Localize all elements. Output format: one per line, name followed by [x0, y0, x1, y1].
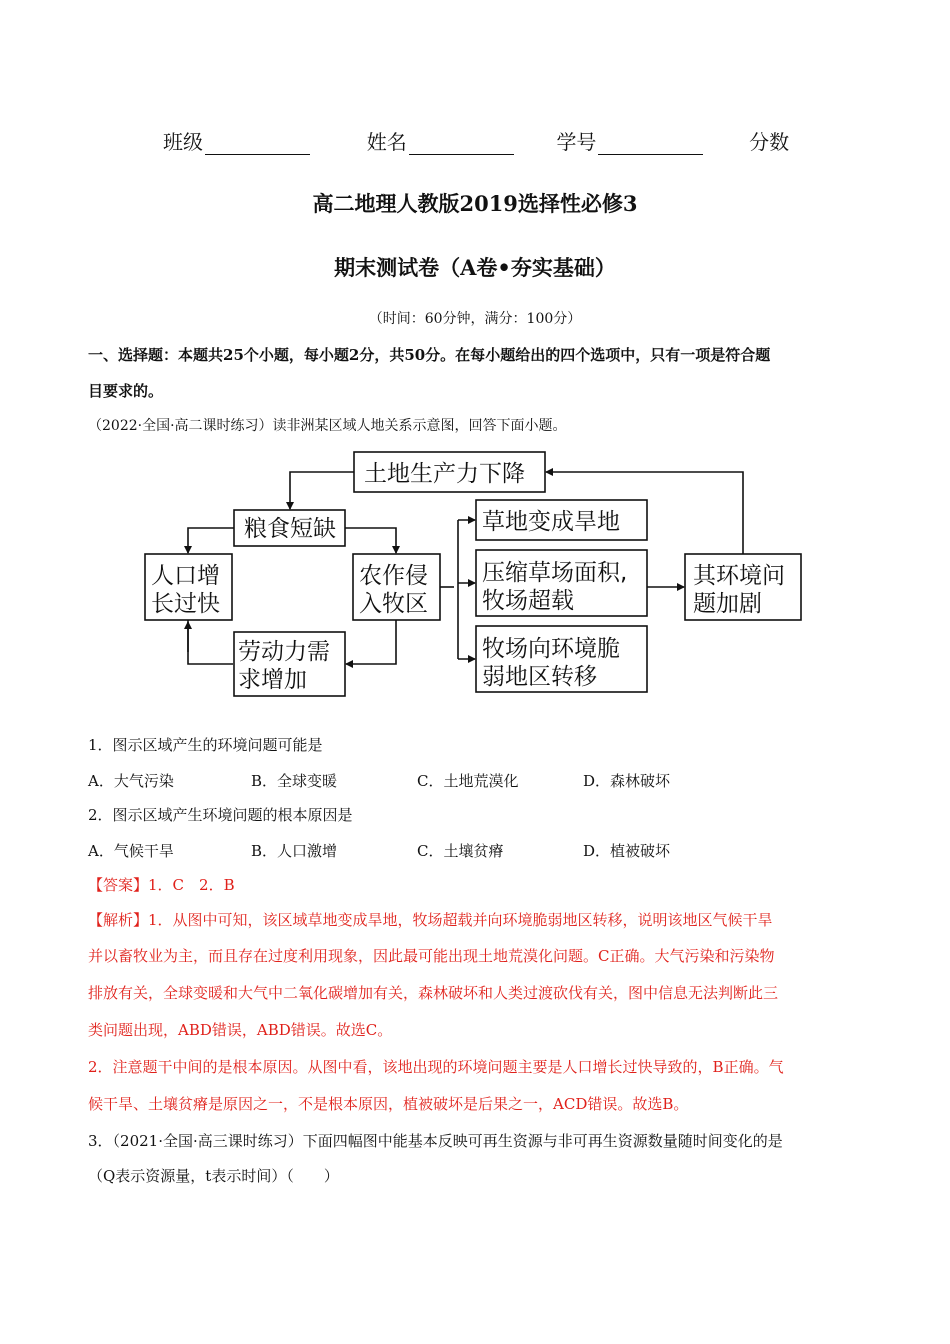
question-source: （2022·全国·高二课时练习）读非洲某区域人地关系示意图，回答下面小题。	[88, 418, 567, 434]
label-shift-2: 弱地区转移	[482, 664, 597, 690]
class-field[interactable]	[205, 136, 310, 155]
title-course: 高二地理人教版2019选择性必修3	[312, 191, 638, 216]
score-label: 分数	[749, 130, 790, 154]
label-compress-2: 牧场超载	[482, 588, 574, 614]
label-env-2: 题加剧	[693, 591, 762, 617]
label-labor-2: 求增加	[238, 667, 307, 693]
id-field[interactable]	[598, 136, 703, 155]
section1-instruction-line1: 一、选择题：本题共25个小题，每小题2分，共50分。在每小题给出的四个选项中，只有一项是符合题	[88, 346, 771, 364]
exam-subtitle: （时间：60分钟，满分：100分）	[368, 311, 582, 327]
label-labor-1: 劳动力需	[238, 639, 330, 665]
q1-option-d[interactable]: D．森林破坏	[583, 772, 671, 790]
label-env-1: 其环境问	[693, 563, 785, 589]
name-label: 姓名	[366, 130, 407, 154]
q3-stem-line1: 3．（2021·全国·高三课时练习）下面四幅图中能基本反映可再生资源与非可再生资源数量随时间变化的是	[88, 1132, 783, 1150]
label-population-2: 长过快	[151, 591, 220, 617]
q2-option-d[interactable]: D．植被破坏	[583, 842, 671, 860]
q2-stem: 2．图示区域产生环境问题的根本原因是	[88, 806, 353, 824]
analysis-line-4: 类问题出现，ABD错误，ABD错误。故选C。	[88, 1021, 393, 1039]
q1-option-a[interactable]: A．大气污染	[88, 772, 174, 790]
section1-instruction-line2: 目要求的。	[88, 382, 164, 400]
title-exam: 期末测试卷（A卷•夯实基础）	[334, 255, 616, 280]
human-land-relationship-diagram	[0, 440, 950, 710]
analysis-line-1: 【解析】1．从图中可知，该区域草地变成旱地，牧场超载并向环境脆弱地区转移，说明该地区气候干旱	[88, 911, 773, 929]
label-population-1: 人口增	[151, 563, 220, 589]
q1-stem: 1．图示区域产生的环境问题可能是	[88, 736, 323, 754]
id-label: 学号	[556, 130, 597, 154]
q2-option-b[interactable]: B．人口激增	[251, 842, 338, 860]
q2-option-c[interactable]: C．土壤贫瘠	[417, 842, 504, 860]
q2-option-a[interactable]: A．气候干旱	[88, 842, 174, 860]
label-grassland: 草地变成旱地	[482, 509, 620, 535]
student-info-header	[163, 126, 789, 155]
analysis-line-2: 并以畜牧业为主，而且存在过度利用现象，因此最可能出现土地荒漠化问题。C正确。大气污染和污染物	[88, 947, 775, 965]
analysis-line-3: 排放有关，全球变暖和大气中二氧化碳增加有关，森林破坏和人类过渡砍伐有关，图中信息无法判断此三	[88, 984, 779, 1002]
label-land-productivity: 土地生产力下降	[364, 461, 525, 487]
q1-option-b[interactable]: B．全球变暖	[251, 772, 338, 790]
label-compress-1: 压缩草场面积,	[482, 560, 628, 586]
q3-stem-line2: （Q表示资源量，t表示时间）（ ）	[88, 1167, 339, 1185]
class-label: 班级	[163, 130, 203, 154]
name-field[interactable]	[409, 136, 514, 155]
label-crops-1: 农作侵	[359, 563, 428, 589]
label-food-shortage: 粮食短缺	[244, 516, 336, 542]
q1-option-c[interactable]: C．土地荒漠化	[417, 772, 519, 790]
label-shift-1: 牧场向环境脆	[482, 636, 620, 662]
analysis-line-6: 候干旱、土壤贫瘠是原因之一，不是根本原因，植被破坏是后果之一，ACD错误。故选B。	[88, 1095, 689, 1113]
label-crops-2: 入牧区	[359, 591, 428, 617]
answer-text: 【答案】1．C 2．B	[88, 876, 235, 894]
analysis-line-5: 2．注意题干中间的是根本原因。从图中看，该地出现的环境问题主要是人口增长过快导致的，B正确。气	[88, 1058, 784, 1076]
